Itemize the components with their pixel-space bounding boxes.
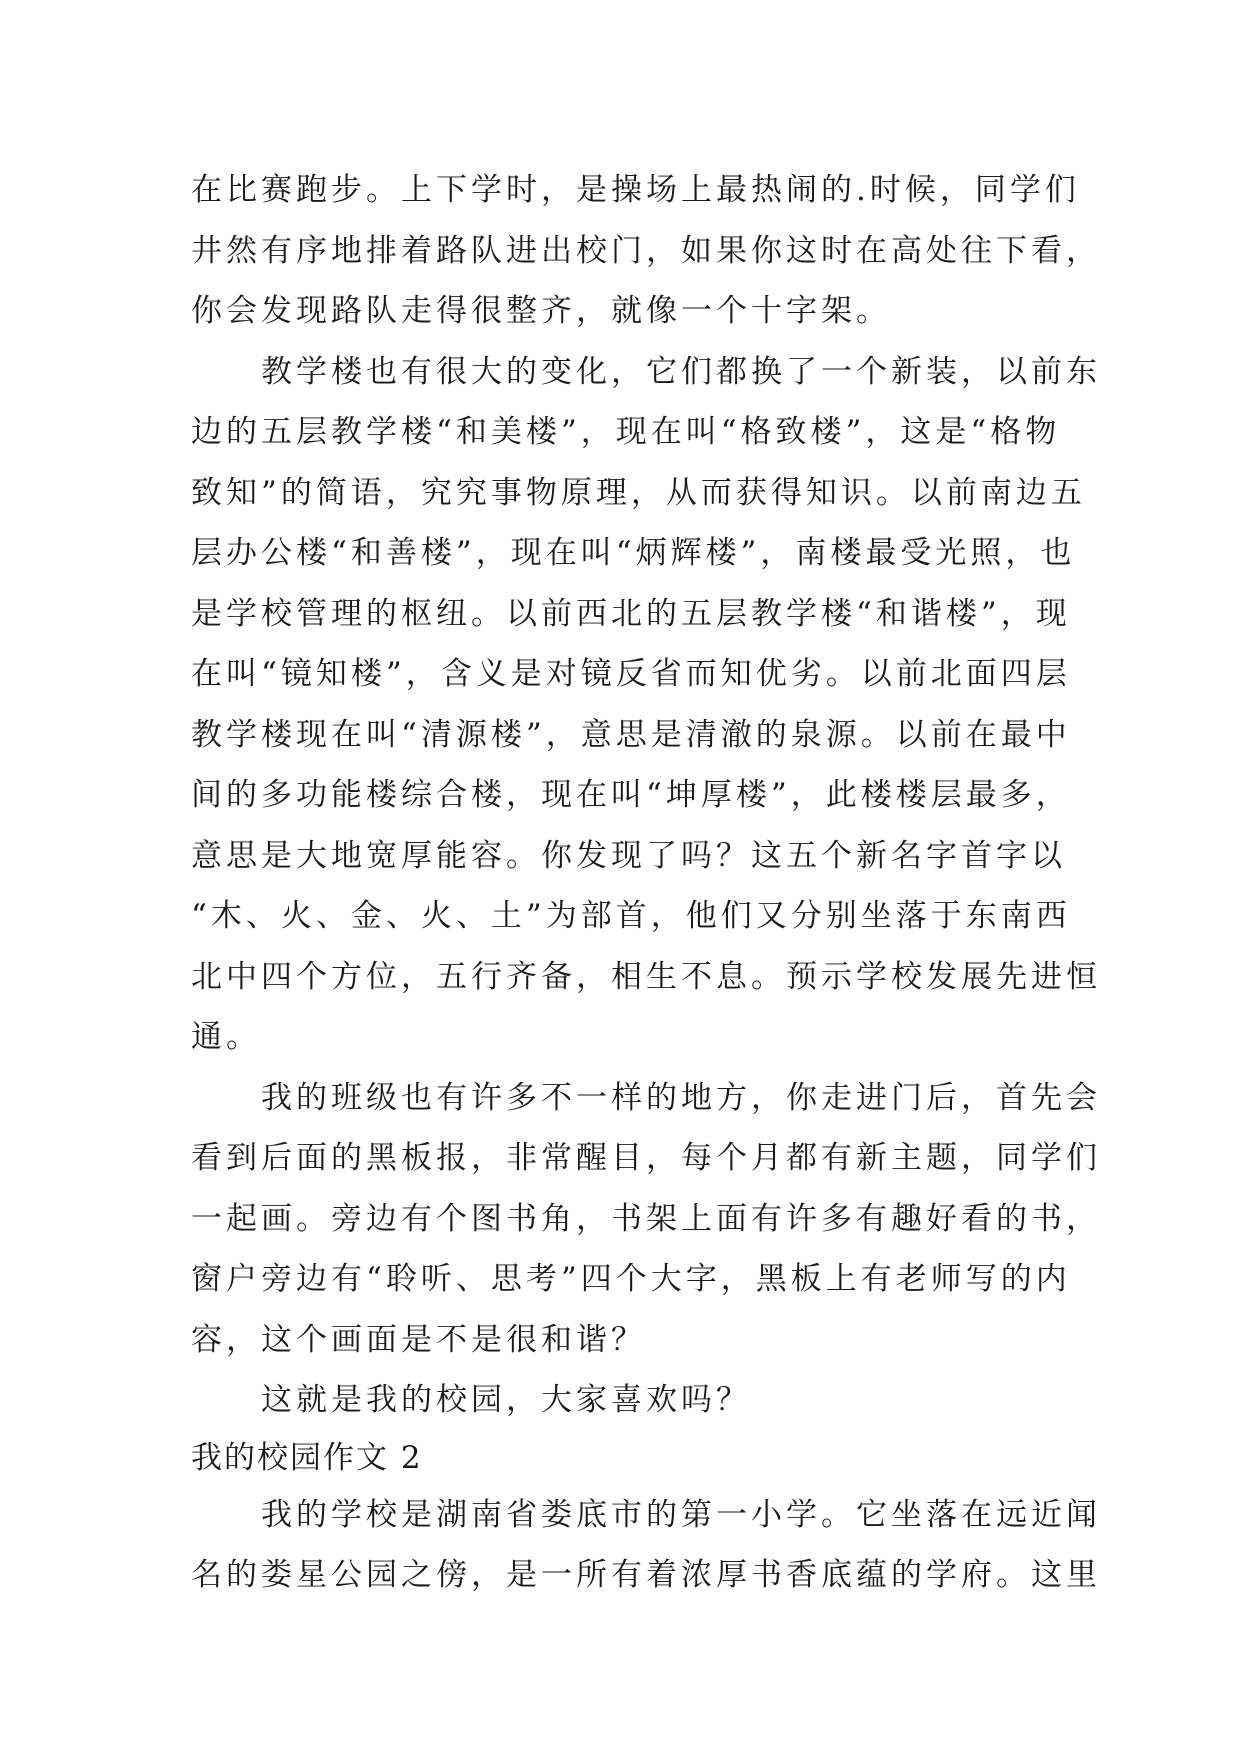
text-line: “木、火、金、火、土”为部首，他们又分别坐落于东南西 [191,898,1071,934]
section-heading: 我的校园作文 2 [191,1439,423,1476]
text-line: 在叫“镜知楼”，含义是对镜反省而知优劣。以前北面四层 [191,656,1071,692]
text-line: 看到后面的黑板报，非常醒目，每个月都有新主题，同学们 [191,1140,1101,1176]
text-line: 教学楼也有很大的变化，它们都换了一个新装，以前东 [191,353,1101,390]
text-line: 教学楼现在叫“清源楼”，意思是清澈的泉源。以前在最中 [191,716,1071,753]
document-body [191,160,1101,1606]
text-line: 我的班级也有许多不一样的地方，你走进门后，首先会 [191,1079,1101,1116]
text-line: 一起画。旁边有个图书角，书架上面有许多有趣好看的书， [191,1200,1101,1237]
text-line: 通。 [191,1019,261,1055]
text-line: 致知”的简语，究究事物原理，从而获得知识。以前南边五 [191,474,1086,511]
text-line: 我的学校是湖南省娄底市的第一小学。它坐落在远近闻 [191,1496,1101,1533]
text-line: 是学校管理的枢纽。以前西北的五层教学楼“和谐楼”，现 [191,595,1071,632]
text-line: 在比赛跑步。上下学时，是操场上最热闹的.时候，同学们 [191,172,1080,208]
text-line: 边的五层教学楼“和美楼”，现在叫“格致楼”，这是“格物 [191,414,1061,450]
text-line: 井然有序地排着路队进出校门，如果你这时在高处往下看， [191,232,1101,269]
text-line: 意思是大地宽厚能容。你发现了吗？这五个新名字首字以 [191,837,1066,874]
text-line: 北中四个方位，五行齐备，相生不息。预示学校发展先进恒 [191,958,1101,995]
text-line: 窗户旁边有“聆听、思考”四个大字，黑板上有老师写的内 [191,1261,1071,1297]
text-line: 间的多功能楼综合楼，现在叫“坤厚楼”，此楼楼层最多， [191,777,1071,813]
text-line: 层办公楼“和善楼”，现在叫“炳辉楼”，南楼最受光照，也 [191,535,1076,571]
text-line: 名的娄星公园之傍，是一所有着浓厚书香底蕴的学府。这里 [191,1557,1101,1593]
text-line: 这就是我的校园，大家喜欢吗？ [191,1382,751,1418]
text-line: 你会发现路队走得很整齐，就像一个十字架。 [191,293,891,329]
text-line: 容，这个画面是不是很和谐？ [191,1321,646,1358]
